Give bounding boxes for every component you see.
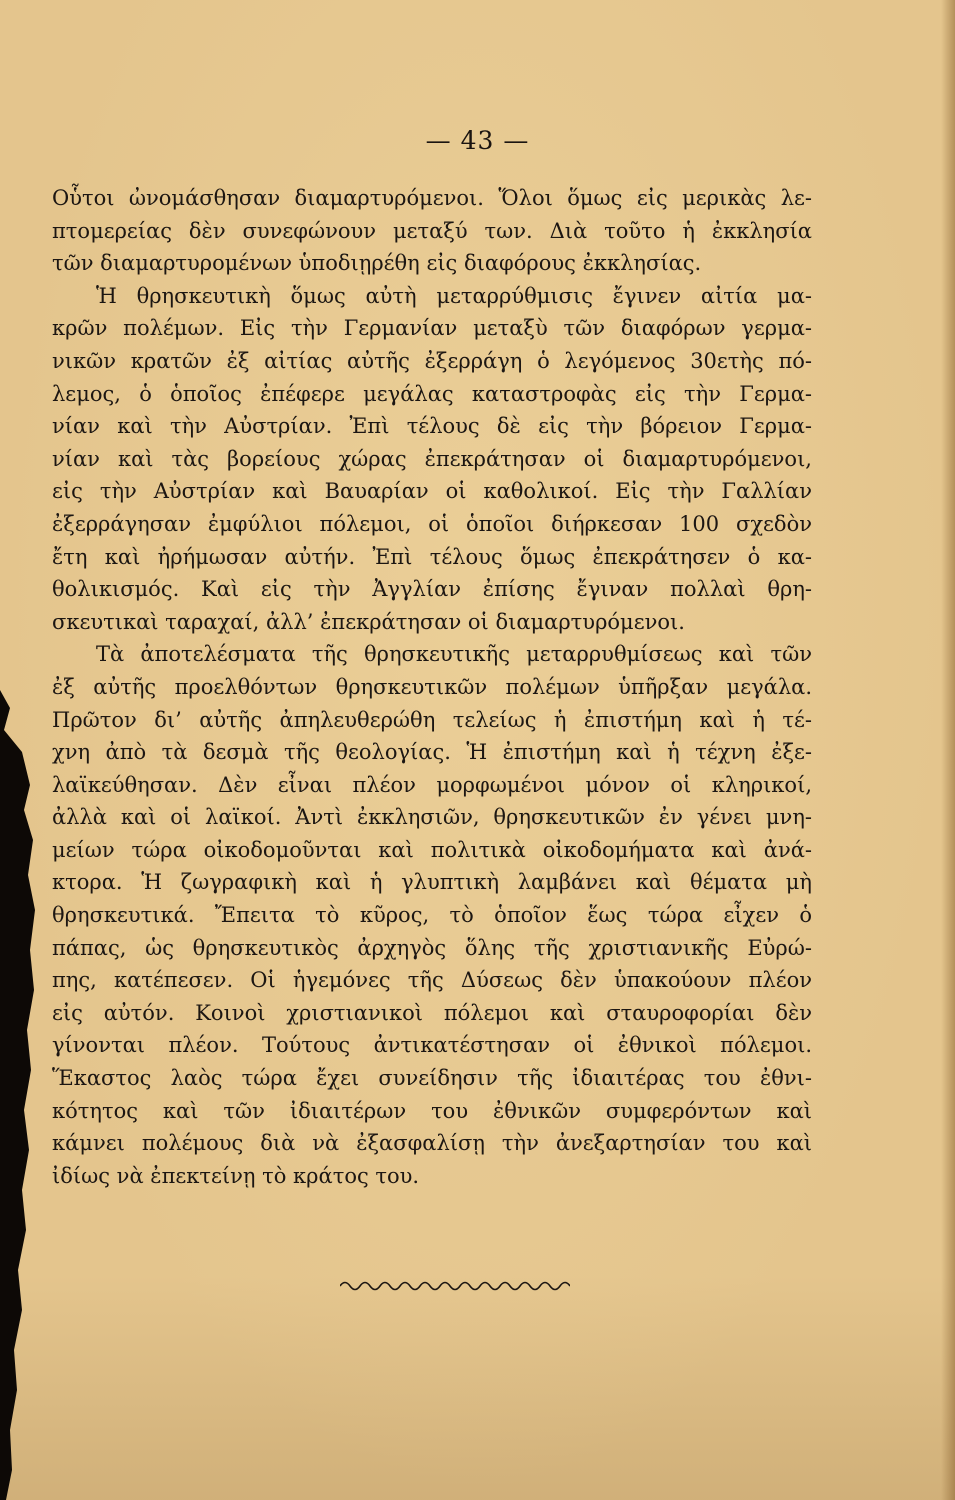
- text-line: τῶν διαμαρτυρομένων ὑποδιῃρέθη εἰς διαφόρους ἐκκλησίας.: [52, 251, 702, 276]
- text-line: χνη ἀπὸ τὰ δεσμὰ τῆς θεολογίας. Ἡ ἐπιστήμη καὶ ἡ τέχνη ἐξε-: [52, 740, 812, 765]
- text-line: θολικισμός. Καὶ εἰς τὴν Ἀγγλίαν ἐπίσης ἔγιναν πολλαὶ θρη-: [52, 577, 812, 602]
- text-line: πτομερείας δὲν συνεφώνουν μεταξύ των. Διὰ τοῦτο ἡ ἐκκλησία: [52, 218, 812, 243]
- body-text: [52, 182, 812, 1192]
- text-line: κάμνει πολέμους διὰ νὰ ἐξασφαλίσῃ τὴν ἀνεξαρτησίαν του καὶ: [52, 1131, 812, 1156]
- text-line: πης, κατέπεσεν. Οἱ ἡγεμόνες τῆς Δύσεως δὲν ὑπακούουν πλέον: [52, 968, 812, 993]
- text-line: Πρῶτον δι’ αὐτῆς ἀπηλευθερώθη τελείως ἡ ἐπιστήμη καὶ ἡ τέ-: [52, 707, 812, 732]
- text-line: Ἡ θρησκευτικὴ ὅμως αὐτὴ μεταρρύθμισις ἔγινεν αἰτία μα-: [96, 283, 812, 308]
- wavy-divider-icon: [340, 1278, 570, 1294]
- text-line: λαϊκεύθησαν. Δὲν εἶναι πλέον μορφωμένοι μόνον οἱ κληρικοί,: [52, 772, 812, 797]
- text-line: νικῶν κρατῶν ἐξ αἰτίας αὐτῆς ἐξερράγη ὁ λεγόμενος 30ετὴς πό-: [52, 348, 812, 373]
- text-line: ἔτη καὶ ἠρήμωσαν αὐτήν. Ἐπὶ τέλους ὅμως ἐπεκράτησεν ὁ κα-: [52, 544, 812, 569]
- text-line: ἀλλὰ καὶ οἱ λαϊκοί. Ἀντὶ ἐκκλησιῶν, θρησκευτικῶν ἐν γένει μνη-: [52, 805, 812, 830]
- text-line: γίνονται πλέον. Τούτους ἀντικατέστησαν οἱ ἐθνικοὶ πόλεμοι.: [52, 1033, 812, 1058]
- text-line: θρησκευτικά. Ἔπειτα τὸ κῦρος, τὸ ὁποῖον ἕως τώρα εἶχεν ὁ: [52, 903, 812, 928]
- text-line: λεμος, ὁ ὁποῖος ἐπέφερε μεγάλας καταστροφὰς εἰς τὴν Γερμα-: [52, 381, 812, 406]
- page-number: — 43 —: [425, 126, 530, 155]
- text-line: νίαν καὶ τὴν Αὐστρίαν. Ἐπὶ τέλους δὲ εἰς τὴν βόρειον Γερμα-: [52, 414, 812, 439]
- torn-edge-shadow: [0, 690, 36, 1500]
- text-line: εἰς τὴν Αὐστρίαν καὶ Βαυαρίαν οἱ καθολικοί. Εἰς τὴν Γαλλίαν: [52, 479, 812, 504]
- text-line: σκευτικαὶ ταραχαί, ἀλλ’ ἐπεκράτησαν οἱ διαμαρτυρόμενοι.: [52, 609, 685, 634]
- text-line: Οὗτοι ὠνομάσθησαν διαμαρτυρόμενοι. Ὅλοι ὅμως εἰς μερικὰς λε-: [52, 186, 812, 210]
- text-line: κτορα. Ἡ ζωγραφικὴ καὶ ἡ γλυπτικὴ λαμβάνει καὶ θέματα μὴ: [52, 870, 812, 895]
- text-line: Τὰ ἀποτελέσματα τῆς θρησκευτικῆς μεταρρυθμίσεως καὶ τῶν: [96, 642, 812, 667]
- text-line: εἰς αὐτόν. Κοινοὶ χριστιανικοὶ πόλεμοι καὶ σταυροφορίαι δὲν: [52, 1000, 812, 1025]
- text-line: πάπας, ὡς θρησκευτικὸς ἀρχηγὸς ὅλης τῆς χριστιανικῆς Εὐρώ-: [52, 935, 812, 960]
- text-line: κότητος καὶ τῶν ἰδιαιτέρων του ἐθνικῶν συμφερόντων καὶ: [52, 1098, 812, 1123]
- text-line: ἐξερράγησαν ἐμφύλιοι πόλεμοι, οἱ ὁποῖοι διήρκεσαν 100 σχεδὸν: [52, 511, 812, 536]
- text-line: νίαν καὶ τὰς βορείους χώρας ἐπεκράτησαν οἱ διαμαρτυρόμενοι,: [52, 446, 812, 471]
- text-line: ἰδίως νὰ ἐπεκτείνῃ τὸ κράτος του.: [52, 1163, 420, 1188]
- text-line: κρῶν πολέμων. Εἰς τὴν Γερμανίαν μεταξὺ τῶν διαφόρων γερμα-: [52, 316, 812, 341]
- text-line: μείων τώρα οἰκοδομοῦνται καὶ πολιτικὰ οἰκοδομήματα καὶ ἀνά-: [52, 837, 812, 862]
- text-line: ἐξ αὐτῆς προελθόντων θρησκευτικῶν πολέμων ὑπῆρξαν μεγάλα.: [52, 674, 812, 699]
- text-line: Ἕκαστος λαὸς τώρα ἔχει συνείδησιν τῆς ἰδιαιτέρας του ἐθνι-: [52, 1066, 812, 1091]
- page-edge-shadow: [941, 0, 955, 1500]
